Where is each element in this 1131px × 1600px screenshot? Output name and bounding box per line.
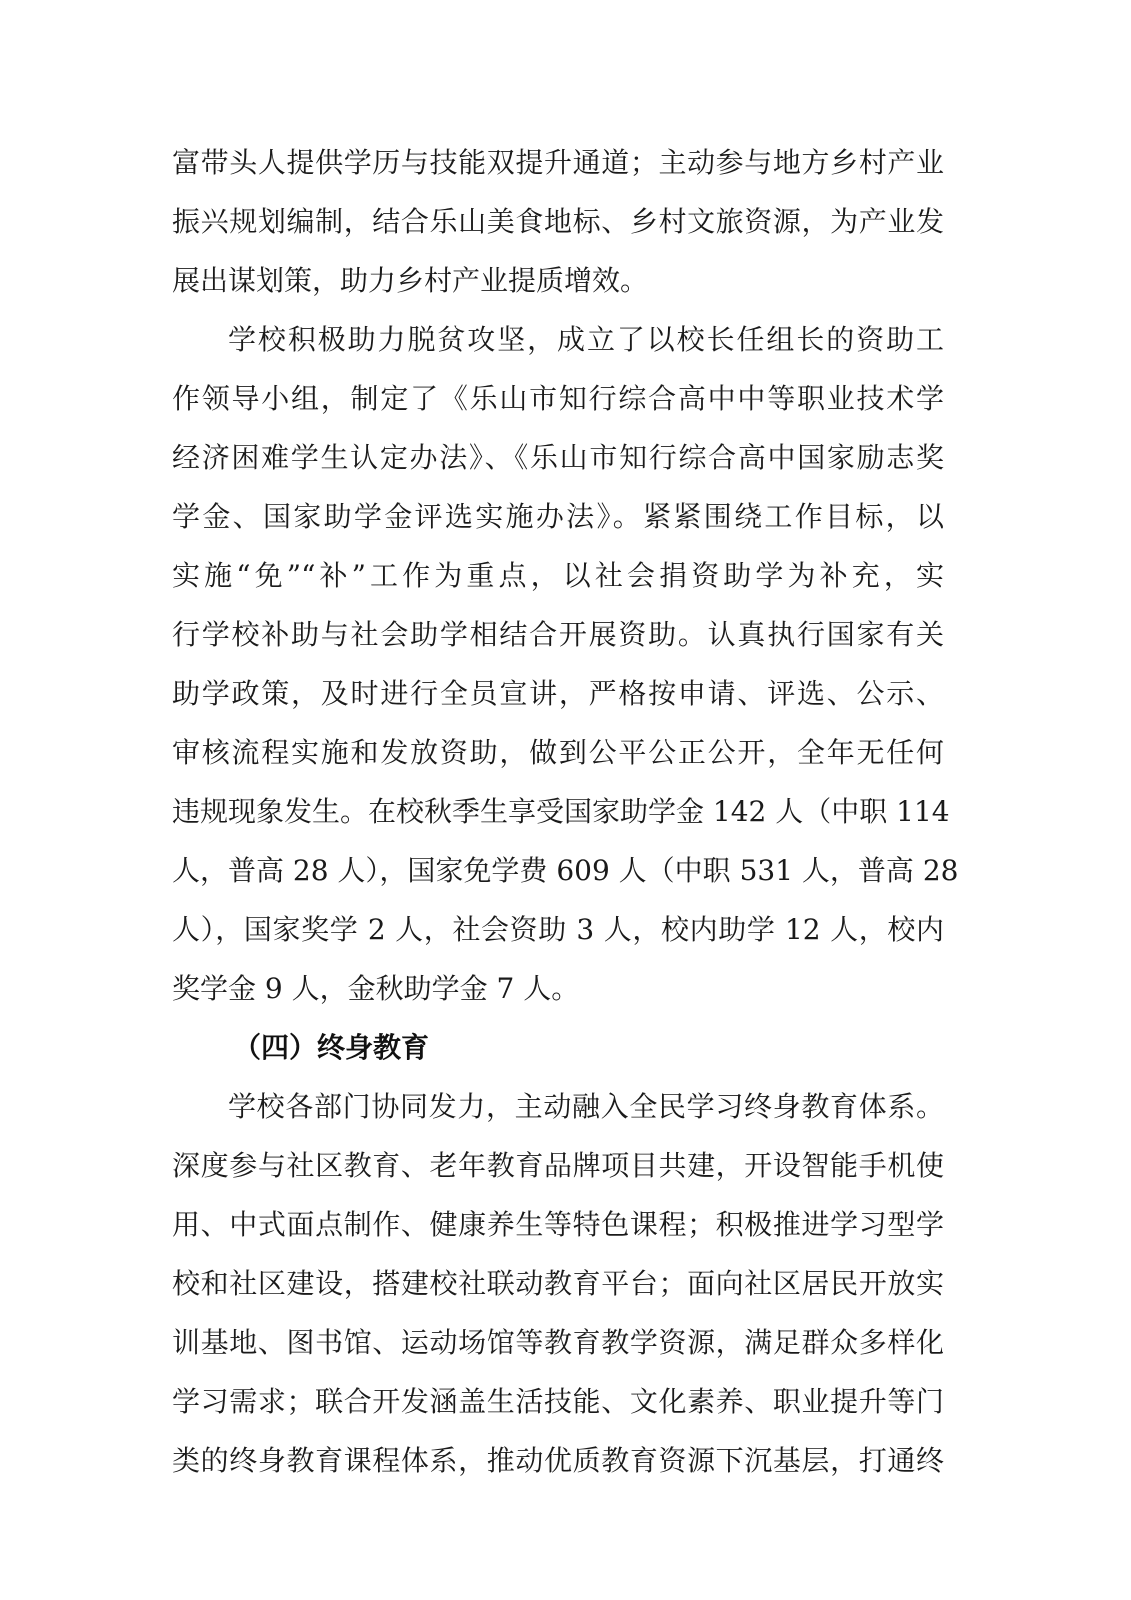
paragraph-line: 训基地、图书馆、运动场馆等教育教学资源，满足群众多样化: [172, 1326, 944, 1359]
section-heading: （四）终身教育: [233, 1031, 430, 1064]
paragraph-line: 学金、国家助学金评选实施办法》。紧紧围绕工作目标，以: [172, 500, 944, 533]
paragraph-line: 人，普高 28 人），国家免学费 609 人（中职 531 人，普高 28: [172, 854, 959, 887]
paragraph-line: 深度参与社区教育、老年教育品牌项目共建，开设智能手机使: [172, 1149, 944, 1182]
paragraph-line: 审核流程实施和发放资助，做到公平公正公开，全年无任何: [172, 736, 944, 769]
paragraph-line: 校和社区建设，搭建校社联动教育平台；面向社区居民开放实: [172, 1267, 944, 1300]
paragraph-line: 类的终身教育课程体系，推动优质教育资源下沉基层，打通终: [172, 1444, 944, 1477]
paragraph-line: 实施“免”“补”工作为重点，以社会捐资助学为补充，实: [172, 559, 944, 592]
paragraph-line: 学校各部门协同发力，主动融入全民学习终身教育体系。: [228, 1090, 944, 1123]
paragraph-line: 用、中式面点制作、健康养生等特色课程；积极推进学习型学: [172, 1208, 944, 1241]
paragraph-line: 人），国家奖学 2 人，社会资助 3 人，校内助学 12 人，校内: [172, 913, 944, 946]
paragraph-line: 助学政策，及时进行全员宣讲，严格按申请、评选、公示、: [172, 677, 944, 710]
paragraph-line: 经济困难学生认定办法》、《乐山市知行综合高中国家励志奖: [172, 441, 944, 474]
paragraph-line: 学习需求；联合开发涵盖生活技能、文化素养、职业提升等门: [172, 1385, 944, 1418]
paragraph-line: 奖学金 9 人，金秋助学金 7 人。: [172, 972, 580, 1005]
paragraph-line: 振兴规划编制，结合乐山美食地标、乡村文旅资源，为产业发: [172, 205, 944, 238]
paragraph-line: 行学校补助与社会助学相结合开展资助。认真执行国家有关: [172, 618, 944, 651]
paragraph-line: 违规现象发生。在校秋季生享受国家助学金 142 人（中职 114: [172, 795, 950, 828]
paragraph-line: 学校积极助力脱贫攻坚，成立了以校长任组长的资助工: [228, 323, 944, 356]
paragraph-line: 富带头人提供学历与技能双提升通道；主动参与地方乡村产业: [172, 146, 944, 179]
paragraph-line: 作领导小组，制定了《乐山市知行综合高中中等职业技术学: [172, 382, 944, 415]
paragraph-line: 展出谋划策，助力乡村产业提质增效。: [172, 264, 649, 297]
